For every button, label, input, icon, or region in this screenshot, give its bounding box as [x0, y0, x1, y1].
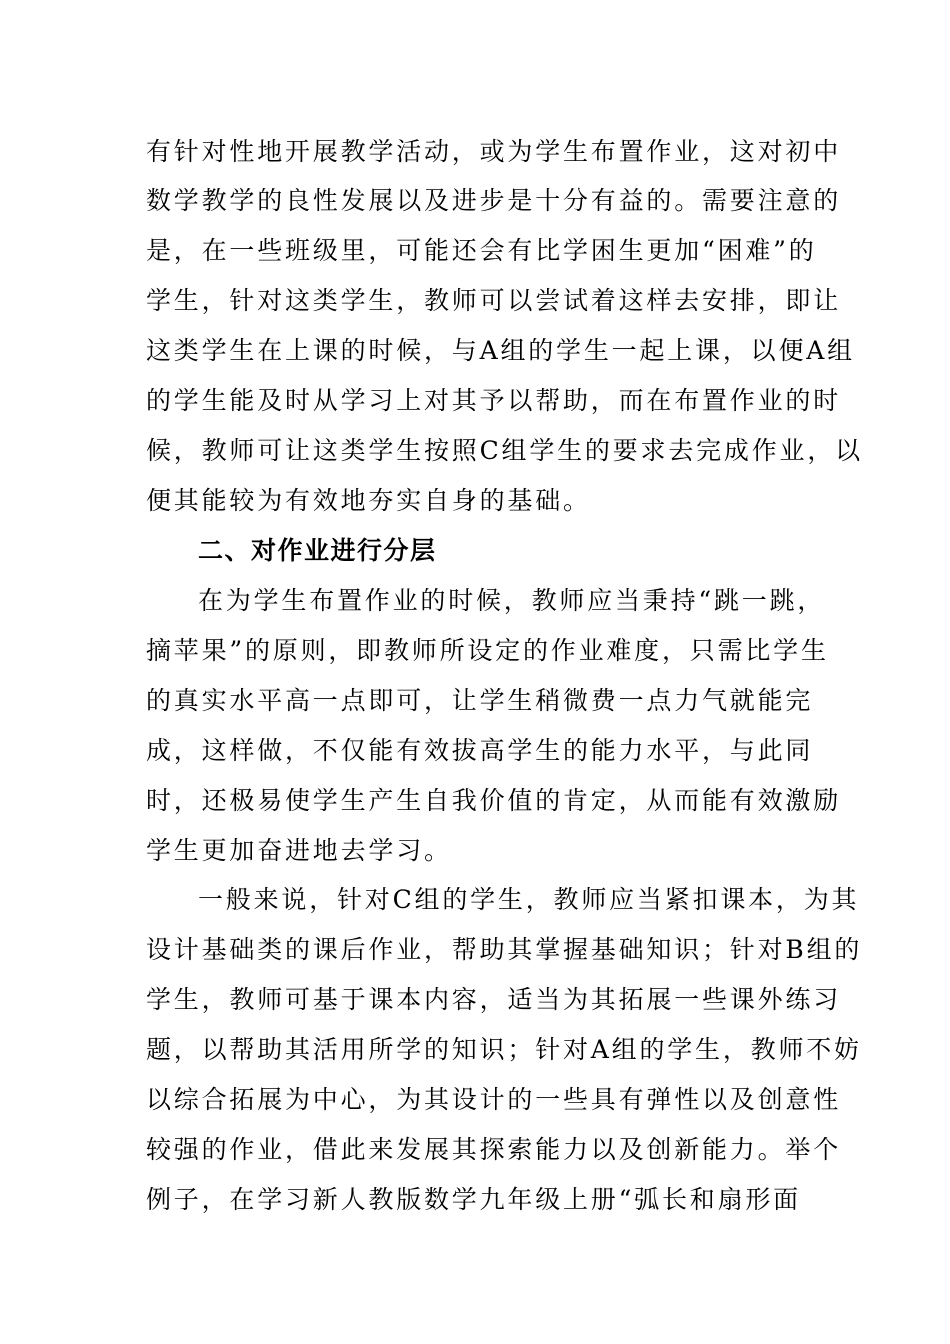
- paragraph-2-line-3: 的真实水平高一点即可，让学生稍微费一点力气就能完: [146, 686, 814, 715]
- paragraph-3-line-6: 较强的作业，借此来发展其探索能力以及创新能力。举个: [146, 1135, 842, 1164]
- paragraph-1-line-1: 有针对性地开展教学活动，或为学生布置作业，这对初中: [146, 137, 842, 166]
- paragraph-3-line-4: 题，以帮助其活用所学的知识；针对A组的学生，教师不妨: [146, 1035, 862, 1064]
- paragraph-2-line-2: 摘苹果”的原则，即教师所设定的作业难度，只需比学生: [146, 636, 829, 665]
- paragraph-2-line-5: 时，还极易使学生产生自我价值的肯定，从而能有效激励: [146, 786, 842, 815]
- paragraph-3-line-3: 学生，教师可基于课本内容，适当为其拓展一些课外练习: [146, 985, 842, 1014]
- paragraph-1-line-2: 数学教学的良性发展以及进步是十分有益的。需要注意的: [146, 186, 842, 215]
- paragraph-2-line-4: 成，这样做，不仅能有效拔高学生的能力水平，与此同: [146, 736, 814, 765]
- section-heading: 二、对作业进行分层: [198, 536, 437, 565]
- paragraph-1-line-7: 候，教师可让这类学生按照C组学生的要求去完成作业，以: [146, 436, 863, 465]
- paragraph-1-line-8: 便其能较为有效地夯实自身的基础。: [146, 486, 591, 515]
- paragraph-3-line-5: 以综合拓展为中心，为其设计的一些具有弹性以及创意性: [146, 1085, 842, 1114]
- paragraph-1-line-5: 这类学生在上课的时候，与A组的学生一起上课，以便A组: [146, 336, 855, 365]
- paragraph-3-line-2: 设计基础类的课后作业，帮助其掌握基础知识；针对B组的: [146, 935, 863, 964]
- paragraph-3-line-7: 例子，在学习新人教版数学九年级上册“弧长和扇形面: [146, 1185, 801, 1214]
- paragraph-1-line-4: 学生，针对这类学生，教师可以尝试着这样去安排，即让: [146, 286, 842, 315]
- paragraph-1-line-3: 是，在一些班级里，可能还会有比学困生更加“困难”的: [146, 236, 817, 265]
- paragraph-2-line-6: 学生更加奋进地去学习。: [146, 836, 452, 865]
- paragraph-1-line-6: 的学生能及时从学习上对其予以帮助，而在布置作业的时: [146, 386, 842, 415]
- paragraph-2-line-1: 在为学生布置作业的时候，教师应当秉持“跳一跳，: [198, 586, 826, 615]
- paragraph-3-line-1: 一般来说，针对C组的学生，教师应当紧扣课本，为其: [198, 885, 860, 914]
